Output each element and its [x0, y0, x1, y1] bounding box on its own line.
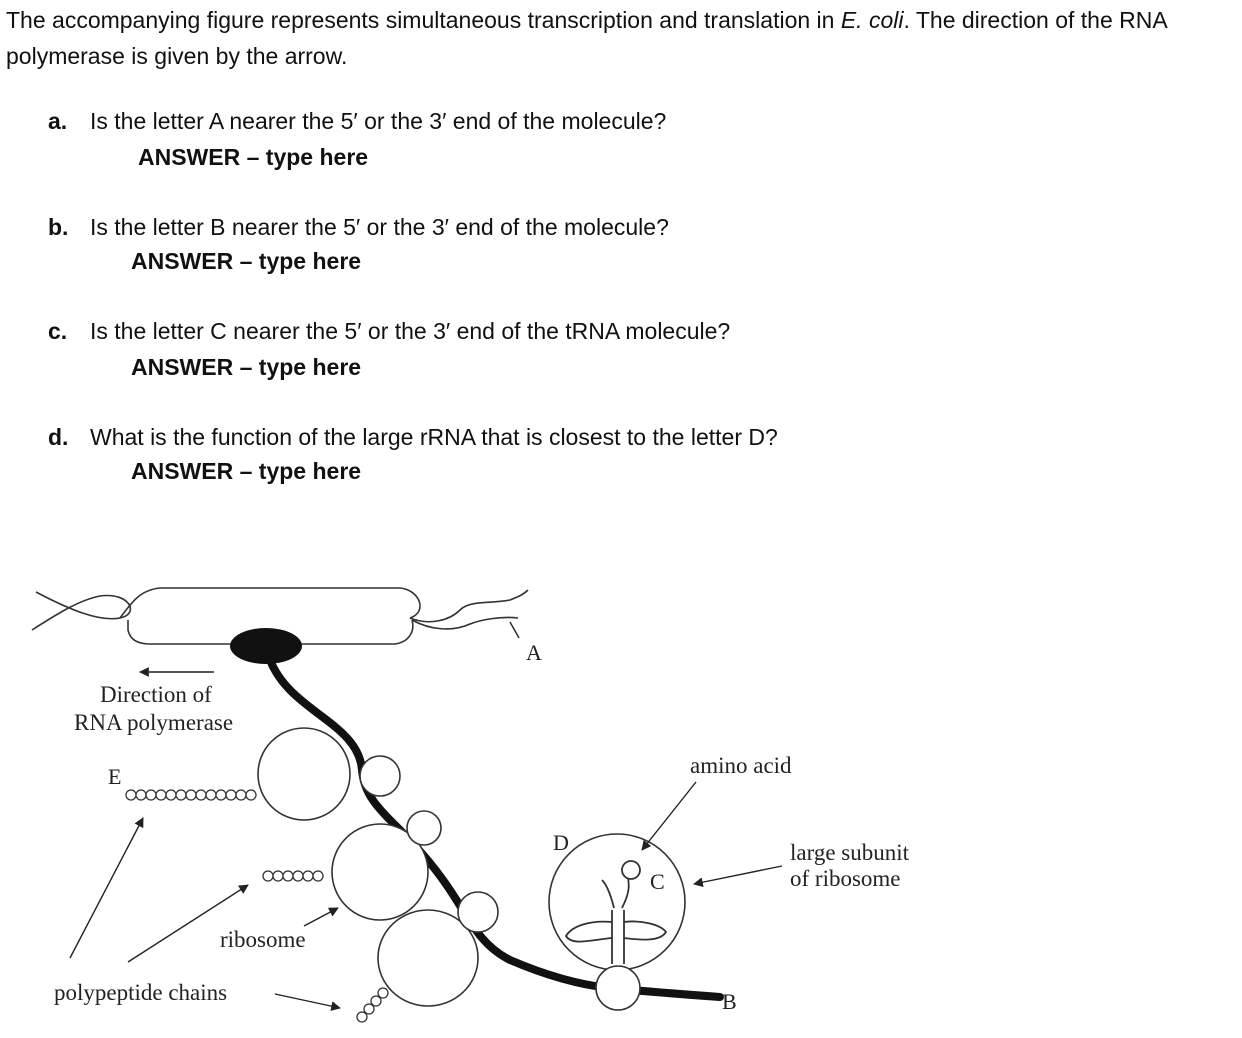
- amino-acid-label: amino acid: [690, 753, 792, 778]
- intro-organism: E. coli: [840, 7, 904, 33]
- question-c: [48, 316, 730, 346]
- direction-label-line2: RNA polymerase: [74, 710, 234, 735]
- label-b: B: [722, 989, 737, 1014]
- polypeptide-chain-2: [263, 871, 323, 881]
- ribosome-label: ribosome: [220, 927, 306, 952]
- question-d-letter: d.: [48, 424, 69, 450]
- question-b: [48, 212, 669, 242]
- question-a-text: Is the letter A nearer the 5′ or the 3′ end of the molecule?: [90, 108, 667, 134]
- label-d: D: [553, 830, 569, 855]
- large-subunit-label-line1: large subunit: [790, 840, 910, 865]
- question-a-letter: a.: [48, 108, 68, 134]
- rna-polymerase: [230, 628, 302, 664]
- question-d-text: What is the function of the large rRNA that is closest to the letter D?: [90, 424, 778, 450]
- polypeptide-chain-3: [357, 988, 388, 1022]
- question-b-letter: b.: [48, 214, 69, 240]
- question-a: [48, 106, 666, 136]
- answer-d-field[interactable]: ANSWER – type here: [131, 458, 362, 484]
- label-e: E: [108, 764, 122, 789]
- question-d: [48, 422, 778, 452]
- intro-text-part2: . The direction of the RNA polymerase is given by the arrow.: [6, 7, 1167, 69]
- ribosome-2: [332, 811, 441, 920]
- answer-b-field[interactable]: ANSWER – type here: [131, 248, 362, 274]
- question-c-letter: c.: [48, 318, 68, 344]
- answer-c-field[interactable]: ANSWER – type here: [131, 354, 362, 380]
- polypeptide-chain-1: [126, 790, 256, 800]
- label-c: C: [650, 869, 665, 894]
- large-subunit-label-line2: of ribosome: [790, 866, 901, 891]
- answer-a-field[interactable]: ANSWER – type here: [138, 144, 369, 170]
- intro-paragraph: [6, 2, 1238, 74]
- transcription-translation-figure: [0, 560, 1242, 1038]
- label-a: A: [526, 640, 542, 665]
- question-b-text: Is the letter B nearer the 5′ or the 3′ end of the molecule?: [90, 214, 669, 240]
- direction-label-line1: Direction of: [100, 682, 212, 707]
- question-c-text: Is the letter C nearer the 5′ or the 3′ end of the tRNA molecule?: [90, 318, 731, 344]
- intro-text-part1: The accompanying figure represents simultaneous transcription and translation in: [6, 7, 841, 33]
- polypeptide-chains-label: polypeptide chains: [54, 980, 228, 1005]
